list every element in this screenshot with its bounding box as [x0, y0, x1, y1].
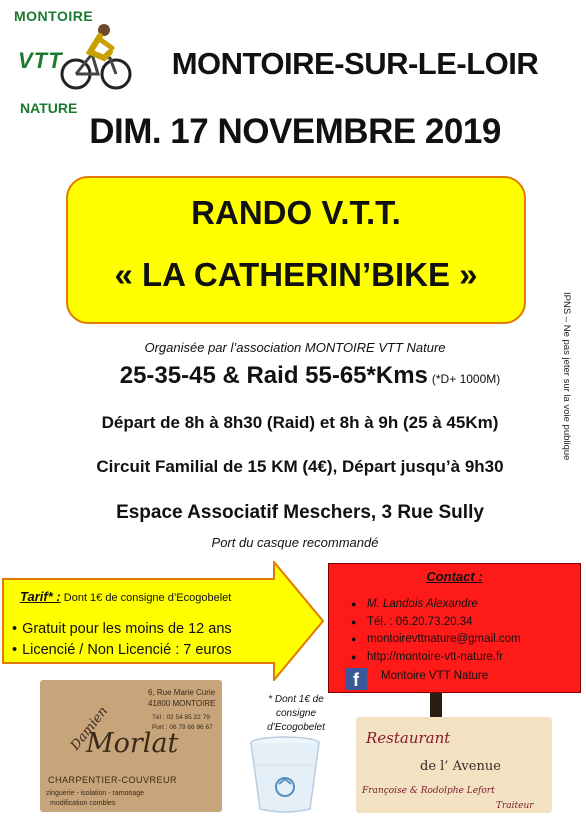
- list-item: [12, 621, 232, 637]
- contact-email[interactable]: montoirevttnature@gmail.com: [367, 633, 521, 645]
- city-title: MONTOIRE-SUR-LE-LOIR: [171, 46, 539, 81]
- restaurant-subtitle: de l’ Avenue: [420, 759, 501, 774]
- bullet-icon: ●: [351, 651, 357, 662]
- carpentry-last-name: Morlat: [86, 728, 179, 759]
- distances: [60, 362, 560, 390]
- cup-note-line2: consigne: [275, 708, 317, 719]
- event-title-box: [66, 176, 526, 324]
- carpentry-services-line1: zinguerie - isolation - ramonage: [46, 790, 145, 797]
- sign-post: [430, 693, 442, 717]
- contact-name: M. Landois Alexandre: [367, 598, 478, 610]
- carpentry-services-line2: modification combles: [50, 800, 116, 807]
- distances-main: 25-35-45 & Raid 55-65*Kms: [119, 362, 428, 389]
- list-item: [12, 642, 232, 658]
- restaurant-name: Restaurant: [366, 729, 451, 747]
- tarif-item: Licencié / Non Licencié : 7 euros: [22, 642, 232, 658]
- logo-middle-text: VTT: [18, 48, 63, 73]
- contact-list: [351, 598, 521, 668]
- start-times: Départ de 8h à 8h30 (Raid) et 8h à 9h (25 à 45Km): [101, 413, 499, 432]
- carpentry-address-line2: 41800 MONTOIRE: [148, 699, 216, 708]
- cup-note: [246, 693, 346, 735]
- contact-box: [328, 563, 581, 693]
- carpentry-mobile: Port : 06 79 66 96 67: [152, 724, 213, 731]
- list-item: [351, 598, 521, 616]
- cup-note-line3: d’Ecogobelet: [267, 722, 325, 733]
- logo-bottom-text: NATURE: [20, 100, 78, 116]
- bullet-icon: •: [12, 621, 18, 637]
- contact-phone: Tél. : 06.20.73.20.34: [367, 615, 473, 628]
- list-item: [351, 616, 521, 634]
- helmet-note: Port du casque recommandé: [211, 535, 379, 550]
- facebook-page[interactable]: Montoire VTT Nature: [381, 670, 489, 682]
- contact-title: Contact :: [426, 569, 483, 584]
- carpentry-trade: CHARPENTIER-COUVREUR: [48, 775, 178, 785]
- tarif-arrow: [2, 561, 324, 681]
- tarif-label: Tarif* :: [20, 589, 61, 604]
- organiser-text: Organisée par l’association MONTOIRE VTT Nature: [144, 340, 446, 355]
- cyclist-icon: [60, 22, 132, 92]
- tarif-header: [20, 589, 231, 604]
- family-circuit: Circuit Familial de 15 KM (4€), Départ jusqu’à 9h30: [96, 457, 504, 476]
- bullet-icon: ●: [351, 616, 357, 627]
- tarif-deposit-note: Dont 1€ de consigne d’Ecogobelet: [60, 592, 232, 604]
- bullet-icon: ●: [351, 634, 357, 644]
- tarif-list: [12, 621, 232, 663]
- eco-cup-icon: [246, 735, 324, 813]
- bullet-icon: ●: [351, 599, 357, 609]
- side-disclaimer: IPNS – Ne pas jeter sur la voie publique: [561, 292, 572, 461]
- bullet-icon: •: [12, 642, 18, 658]
- tarif-item: Gratuit pour les moins de 12 ans: [22, 621, 232, 637]
- venue-address: Espace Associatif Meschers, 3 Rue Sully: [116, 502, 484, 523]
- club-logo: [10, 6, 130, 118]
- logo-top-text: MONTOIRE: [14, 8, 94, 24]
- carpentry-phone: Tél : 02 54 85 22 79: [152, 714, 210, 721]
- restaurant-traiteur: Traiteur: [496, 801, 534, 811]
- event-title-line2: « LA CATHERIN’BIKE »: [114, 256, 478, 293]
- facebook-icon: f: [345, 668, 367, 690]
- carpentry-address-line1: 6, Rue Marie Curie: [148, 688, 216, 697]
- restaurant-owners: Françoise & Rodolphe Lefort: [362, 786, 495, 796]
- list-item: [351, 633, 521, 651]
- contact-website[interactable]: http://montoire-vtt-nature.fr: [367, 650, 504, 663]
- sponsor-restaurant-sign: [356, 717, 552, 813]
- event-title-line1: RANDO V.T.T.: [191, 194, 401, 231]
- event-date: DIM. 17 NOVEMBRE 2019: [89, 112, 501, 151]
- list-item: [351, 651, 521, 669]
- distances-note: (*D+ 1000M): [431, 372, 501, 386]
- carpentry-first-name: Damien: [68, 704, 112, 754]
- sponsor-carpentry-sign: [40, 680, 222, 812]
- cup-note-line1: * Dont 1€ de: [268, 694, 324, 705]
